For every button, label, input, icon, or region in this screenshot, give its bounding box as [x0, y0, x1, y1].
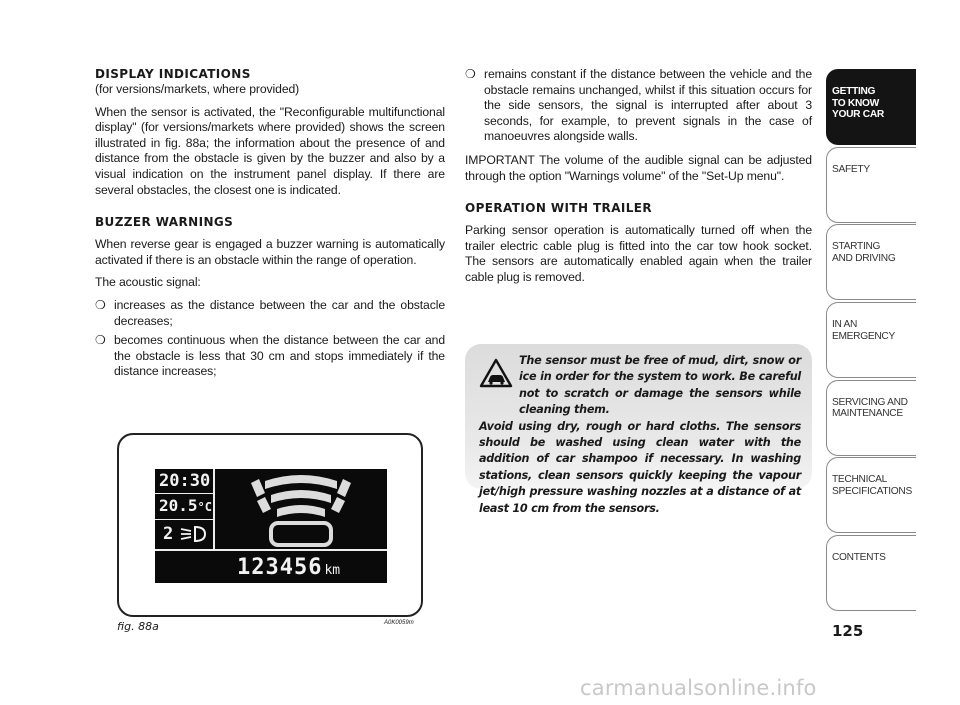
display-indications-heading: DISPLAY INDICATIONS — [95, 67, 251, 81]
sensitivity-level: 2 — [163, 524, 174, 544]
tab-in-an-emergency[interactable]: IN AN EMERGENCY — [826, 302, 916, 378]
tab-starting-and-driving[interactable]: STARTING AND DRIVING — [826, 224, 916, 300]
tab-getting-to-know-your-car[interactable]: GETTING TO KNOW YOUR CAR — [826, 69, 916, 145]
important-paragraph: IMPORTANT The volume of the audible signal can be adjusted through the option "Warnings volume" of the "Set-Up menu". — [465, 152, 812, 183]
right-column — [465, 67, 812, 293]
list-item: ❍ becomes continuous when the distance between the car and the obstacle is less that 30 cm and stops immediately if the distance increases; — [95, 333, 445, 379]
operation-with-trailer-heading: OPERATION WITH TRAILER — [465, 201, 653, 216]
acoustic-signal-list-continued — [465, 67, 812, 145]
buzzer-warnings-heading: BUZZER WARNINGS — [95, 215, 234, 230]
figure-caption: fig. 88a — [117, 620, 159, 633]
bullet-icon: ❍ — [95, 297, 106, 312]
watermark: carmanualsonline.info — [580, 676, 817, 700]
odometer-readout: 123456 km — [237, 555, 341, 580]
temperature-readout: 20.5°C — [159, 496, 212, 515]
display-indications-subtitle: (for versions/markets, where provided) — [95, 82, 300, 96]
clock-readout: 20:30 — [159, 471, 211, 491]
chapter-tabs — [826, 69, 916, 613]
tab-servicing-and-maintenance[interactable]: SERVICING AND MAINTENANCE — [826, 380, 916, 456]
list-item: ❍ remains constant if the distance between the vehicle and the obstacle remains unchanged, whilst if this situation occurs for the side sensors, the signal is interrupted after about 3 seconds, for example, to prevent signals in the case of manoeuvres alongside walls. — [465, 67, 812, 144]
tab-safety[interactable]: SAFETY — [826, 147, 916, 223]
buzzer-paragraph: When reverse gear is engaged a buzzer warning is automatically activated if there is an obstacle within the range of operation. — [95, 237, 445, 267]
figure-code: A0K0059m — [384, 620, 414, 626]
list-item: ❍ increases as the distance between the car and the obstacle decreases; — [95, 297, 445, 328]
left-column — [95, 67, 445, 386]
bullet-icon: ❍ — [95, 333, 106, 348]
bullet-icon: ❍ — [465, 67, 476, 81]
trailer-paragraph: Parking sensor operation is automatically turned off when the trailer electric cable plug is fitted into the car tow hook socket. The sensors are automatically enabled again when the trailer cable plug is removed. — [465, 223, 812, 284]
instrument-display — [155, 469, 387, 583]
tab-contents[interactable]: CONTENTS — [826, 535, 916, 611]
display-figure — [117, 433, 423, 617]
display-indications-paragraph: When the sensor is activated, the "Reconfigurable multifunctional display" (for versions/markets where provided) shows the screen illustrated in fig. 88a; the information about the presence of and distance from the obstacle is given by the buzzer and also by a visual indication on the instrument panel display. If there are several obstacles, the closest one is indicated. — [95, 104, 445, 197]
headlight-icon — [177, 523, 207, 545]
acoustic-signal-list — [95, 298, 445, 380]
acoustic-signal-label: The acoustic signal: — [95, 275, 201, 290]
page-number: 125 — [832, 622, 864, 640]
warning-box — [465, 344, 812, 515]
parking-sensor-graphic — [215, 469, 387, 549]
tab-technical-specifications[interactable]: TECHNICAL SPECIFICATIONS — [826, 457, 916, 533]
warning-text: The sensor must be free of mud, dirt, snow or ice in order for the system to work. Be careful not to scratch or damage the sensors while cleaning them. Avoid using dry, rough or hard cloths. The sensors should be washed using clean water with the addition of car shampoo if necessary. In washing stations, clean sensors quickly keeping the vapour jet/high pressure washing nozzles at a distance of at least 10 cm from the sensors. — [479, 354, 801, 515]
